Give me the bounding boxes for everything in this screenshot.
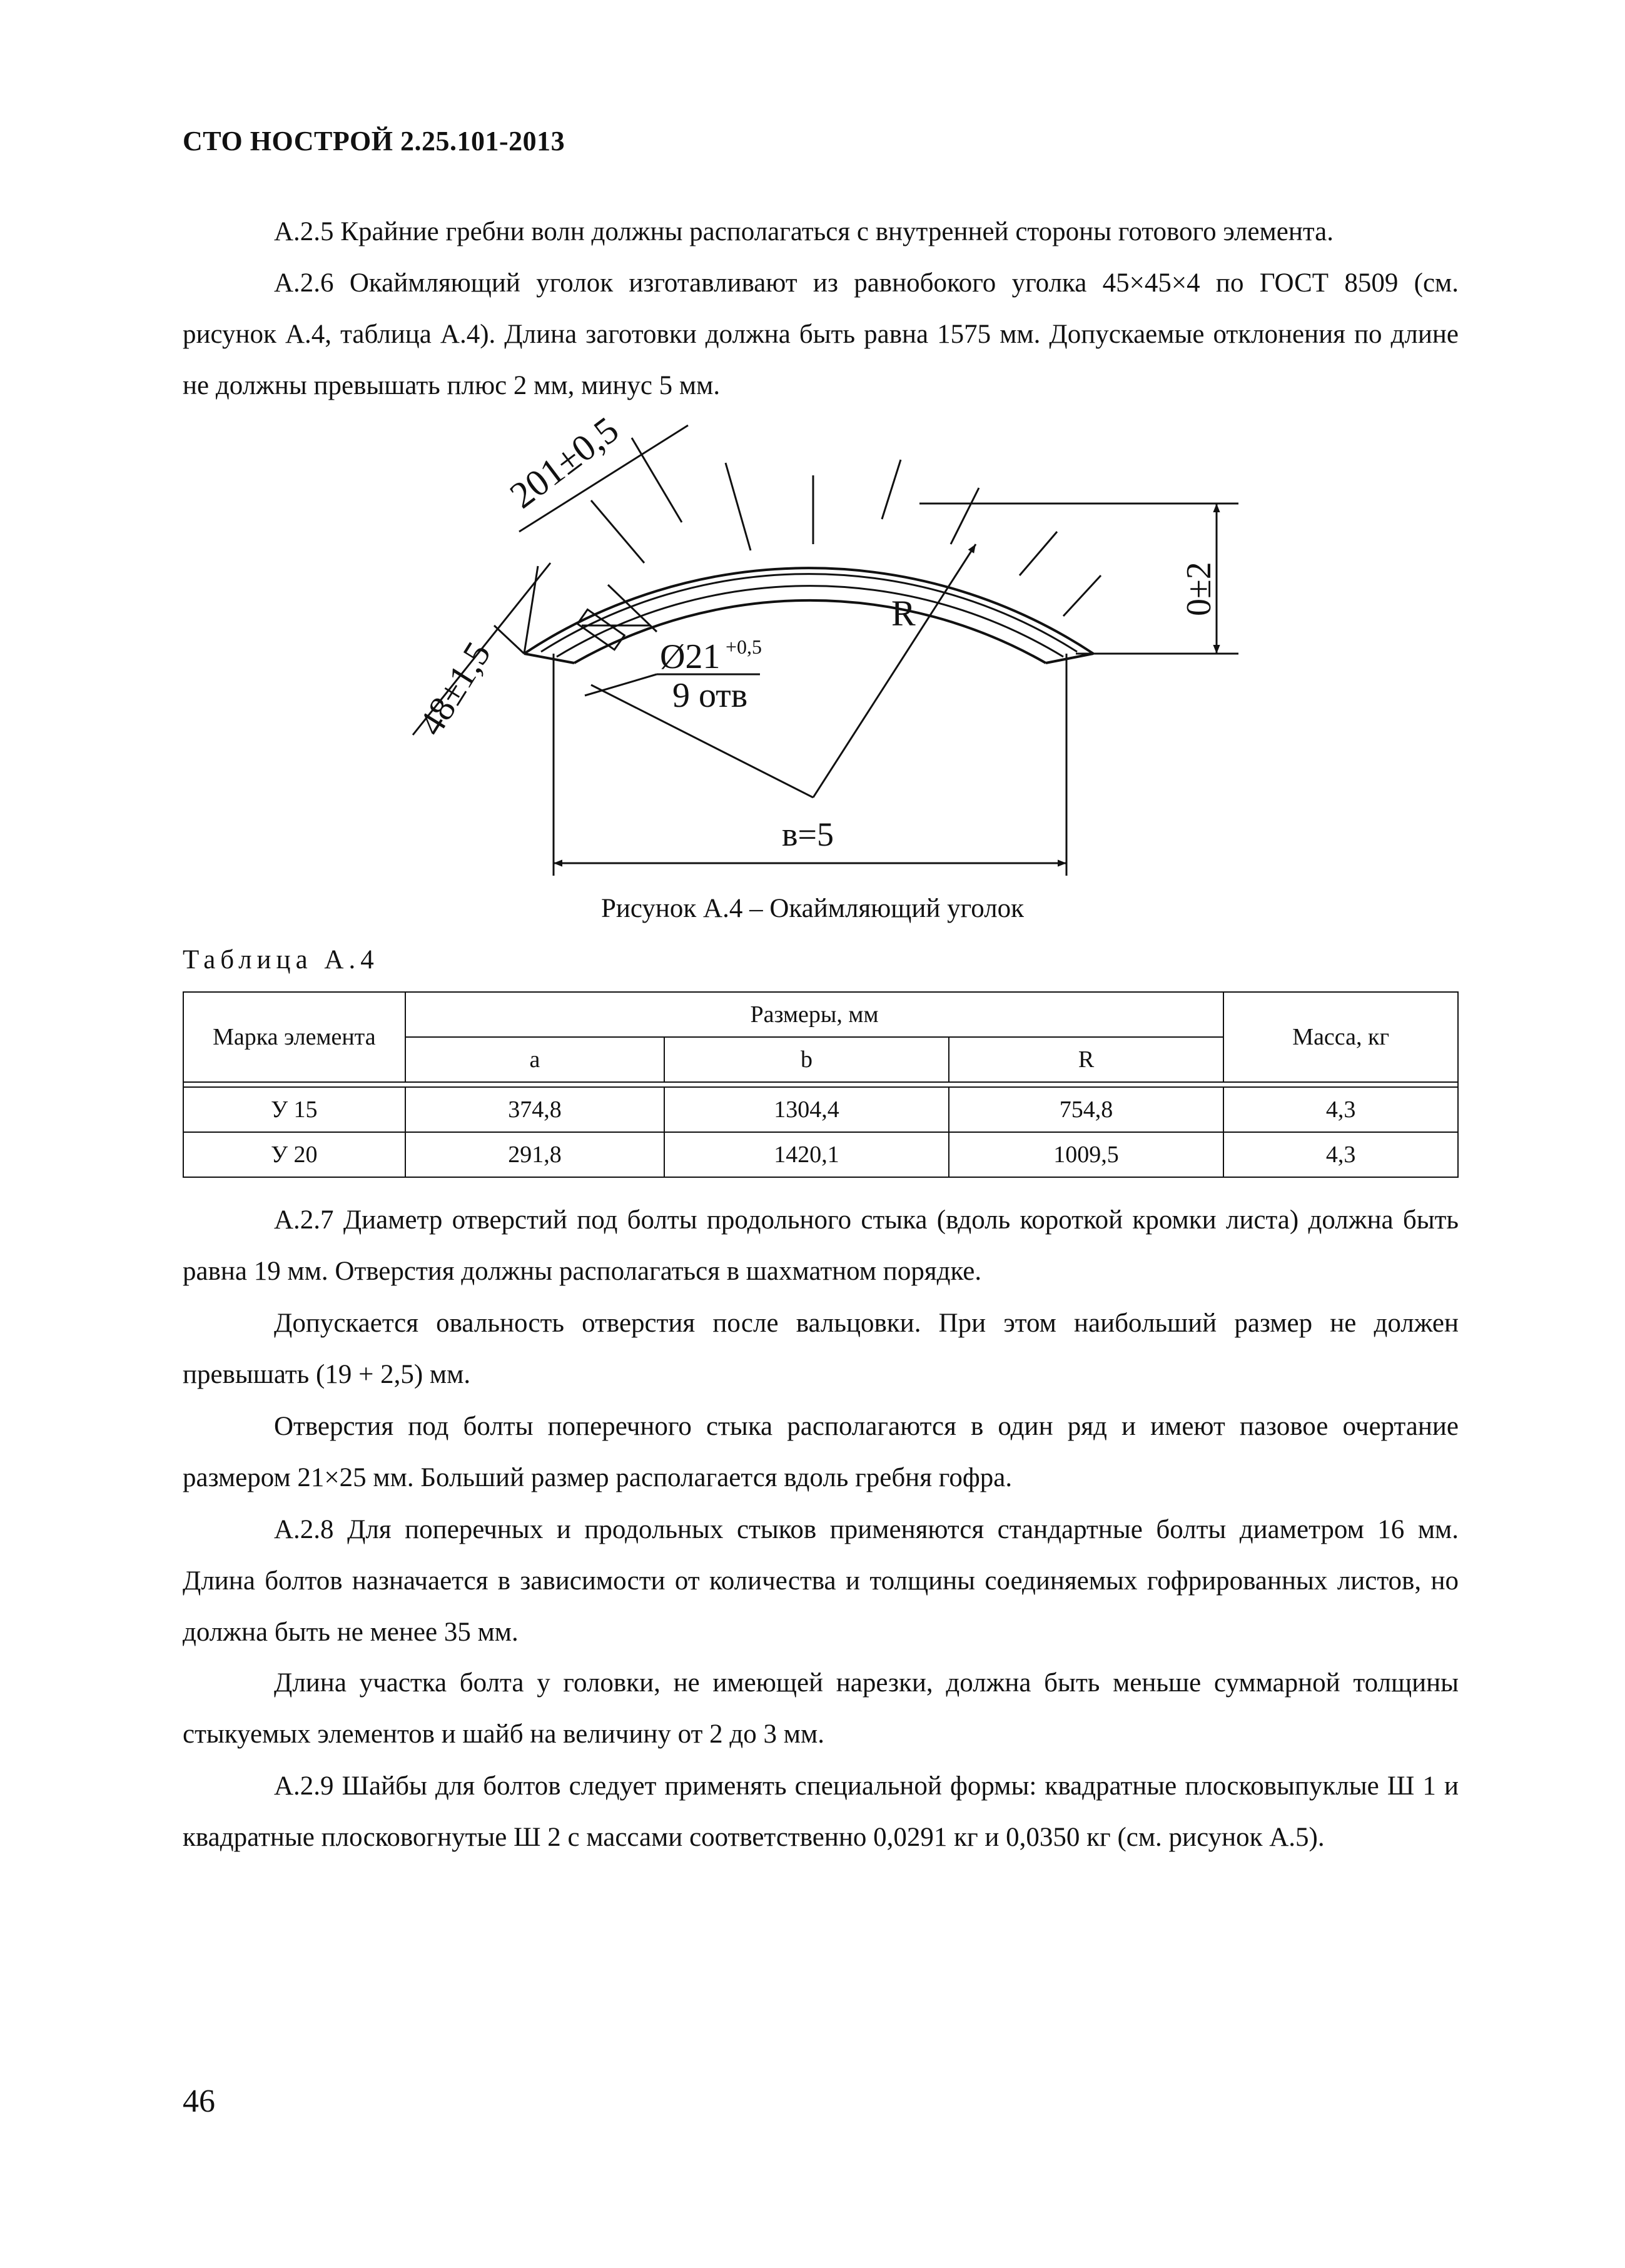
header-mass: Масса, кг	[1223, 992, 1458, 1082]
dim-height-label: 0±2	[1180, 562, 1218, 616]
cell-a: 374,8	[405, 1087, 665, 1132]
document-code: СТО НОСТРОЙ 2.25.101-2013	[183, 126, 565, 156]
arc-mid2	[557, 586, 1063, 657]
paragraph-slots: Отверстия под болты поперечного стыка располагаются в один ряд и имеют пазовое очертание размером 21×25 мм. Больший размер располагается вдоль гребня гофра.	[183, 1412, 1459, 1492]
hole-dia-label: Ø21	[660, 637, 721, 676]
cell-mark: У 15	[183, 1087, 405, 1132]
paragraph-bolt-length: Длина участка болта у головки, не имеющей нарезки, должна быть меньше суммарной толщины стыкуемых элементов и шайб на величину от 2 до 3 мм.	[183, 1668, 1459, 1749]
dim-base-label: в=5	[782, 816, 834, 853]
cell-r: 1009,5	[949, 1132, 1224, 1177]
header-sizes: Размеры, мм	[405, 992, 1224, 1037]
paragraph-ovality: Допускается овальность отверстия после вальцовки. При этом наибольший размер не должен превышать (19 + 2,5) мм.	[183, 1309, 1459, 1389]
header-r: R	[949, 1037, 1224, 1082]
dim-width-label: 48±1,5	[410, 634, 499, 742]
table-row	[183, 1132, 1458, 1177]
figure-caption: Рисунок А.4 – Окаймляющий уголок	[600, 894, 1025, 923]
arc-outer	[524, 568, 1093, 654]
header-mark: Марка элемента	[183, 992, 405, 1082]
sizes-table	[183, 991, 1459, 1178]
page-number: 46	[183, 2083, 215, 2119]
paragraph-a25: А.2.5 Крайние гребни волн должны располагаться с внутренней стороны готового элемента.	[274, 217, 1334, 246]
cell-b: 1304,4	[664, 1087, 949, 1132]
table-title: Таблица А.4	[183, 945, 379, 975]
cell-b: 1420,1	[664, 1132, 949, 1177]
dim-arc-label: 201±0,5	[502, 408, 626, 517]
hole-tol-label: +0,5	[726, 635, 762, 658]
paragraph-a29: А.2.9 Шайбы для болтов следует применять специальной формы: квадратные плосковыпуклые Ш 1 и квадратные плосковогнутые Ш 2 с массами соответственно 0,0291 кг и 0,0350 кг (см. рисунок А.5).	[183, 1771, 1459, 1852]
paragraph-a26: А.2.6 Окаймляющий уголок изготавливают из равнобокого уголка 45×45×4 по ГОСТ 8509 (см. рисунок А.4, таблица А.4). Длина заготовки должна быть равна 1575 мм. Допускаемые отклонения по длине не должны превышать плюс 2 мм, минус 5 мм.	[183, 268, 1459, 400]
radius-label: R	[891, 593, 916, 634]
paragraph-a27: А.2.7 Диаметр отверстий под болты продольного стыка (вдоль короткой кромки листа) должна быть равна 19 мм. Отверстия должны располагаться в шахматном порядке.	[183, 1205, 1459, 1286]
cell-a: 291,8	[405, 1132, 665, 1177]
paragraph-a28: А.2.8 Для поперечных и продольных стыков применяются стандартные болты диаметром 16 мм. Длина болтов назначается в зависимости от количества и толщины соединяемых гофрированных листов, но должна быть не менее 35 мм.	[183, 1515, 1459, 1647]
arc-inner	[574, 600, 1046, 663]
hole-count-label: 9 отв	[672, 676, 748, 715]
header-b: b	[664, 1037, 949, 1082]
table-row	[183, 1087, 1458, 1132]
header-a: a	[405, 1037, 665, 1082]
cell-mass: 4,3	[1223, 1087, 1458, 1132]
cell-mass: 4,3	[1223, 1132, 1458, 1177]
cell-mark: У 20	[183, 1132, 405, 1177]
cell-r: 754,8	[949, 1087, 1224, 1132]
angle-drawing	[0, 0, 1625, 938]
